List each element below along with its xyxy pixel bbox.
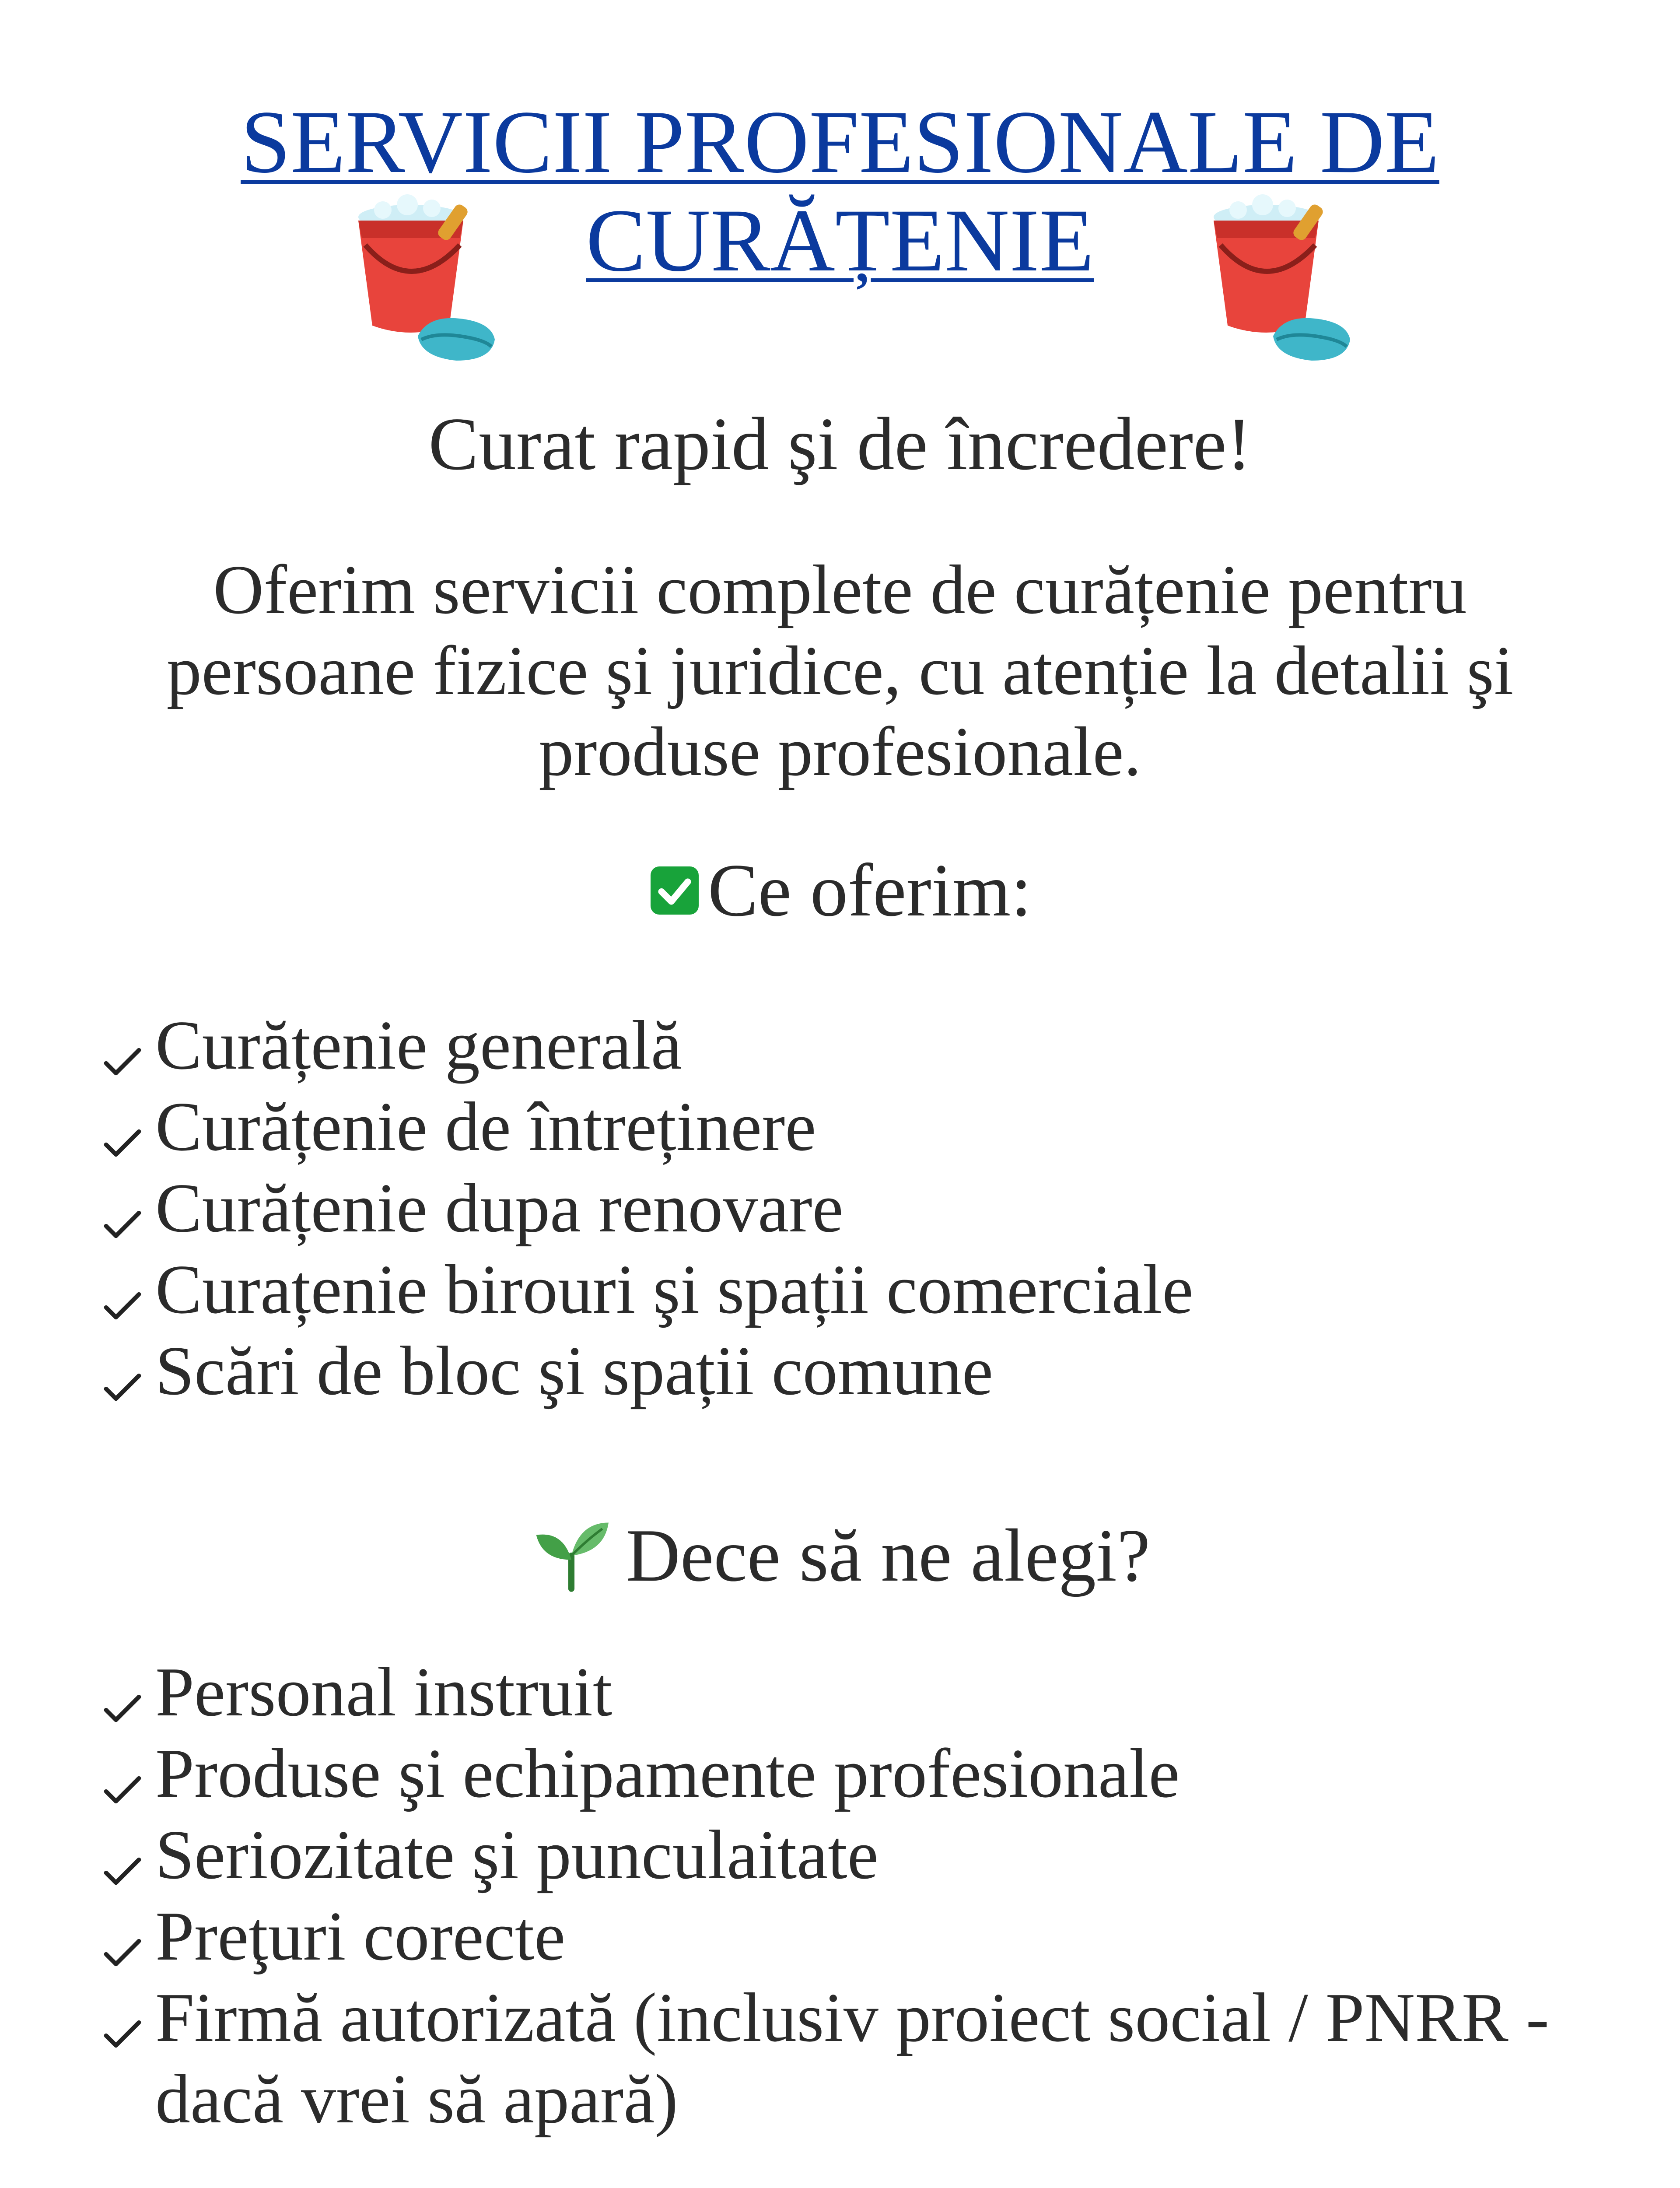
- offers-heading-text: Ce oferim:: [707, 849, 1032, 932]
- check-icon: [103, 1814, 155, 1895]
- check-icon: [103, 1895, 155, 1977]
- list-item: [103, 1004, 1194, 1086]
- list-item-text: Personal instruit: [155, 1653, 612, 1731]
- list-item: [103, 1167, 1194, 1248]
- tagline: Curat rapid şi de încredere!: [428, 403, 1252, 486]
- check-icon: [103, 1167, 155, 1248]
- list-item: [103, 1651, 1549, 1732]
- list-item-text: Curățenie de întreținere: [155, 1087, 816, 1165]
- check-icon: [103, 1977, 155, 2058]
- list-item: [103, 1330, 1194, 1411]
- page-title-line-2: CURĂȚENIE: [586, 191, 1094, 290]
- reasons-heading-text: Dece să ne alegi?: [626, 1514, 1151, 1597]
- check-icon: [103, 1004, 155, 1086]
- intro-line: persoane fizice şi juridice, cu atenție la detalii şi: [166, 631, 1514, 709]
- list-item-text: dacă vrei să apară): [155, 2060, 678, 2138]
- list-item-text: Curățenie generală: [155, 1006, 682, 1084]
- offers-heading: [0, 847, 1680, 936]
- list-item: [103, 1248, 1194, 1330]
- seedling-icon: [530, 1518, 613, 1593]
- offers-list: [103, 1004, 1194, 1411]
- green-checkbox-icon: [648, 864, 701, 917]
- intro-line: Oferim servicii complete de curățenie pentru: [213, 551, 1467, 628]
- reasons-heading: [0, 1512, 1680, 1612]
- check-icon: [103, 1651, 155, 1732]
- check-icon: [103, 1732, 155, 1814]
- check-icon: [103, 1086, 155, 1167]
- list-item-continuation: [103, 2058, 1549, 2139]
- check-icon: [103, 1248, 155, 1330]
- intro-line: produse profesionale.: [539, 712, 1141, 790]
- list-item-text: Firmă autorizată (inclusiv proiect social / PNRR -: [155, 1978, 1549, 2056]
- list-item-text: Produse şi echipamente profesionale: [155, 1734, 1180, 1812]
- list-item: [103, 1086, 1194, 1167]
- list-item-text: Preţuri corecte: [155, 1897, 566, 1975]
- list-item: [103, 1977, 1549, 2058]
- bucket-sponge-icon: [330, 193, 505, 368]
- list-item-text: Scări de bloc şi spații comune: [155, 1332, 994, 1410]
- list-item: [103, 1814, 1549, 1895]
- intro-paragraph: [0, 549, 1680, 792]
- list-item-text: Curățenie dupa renovare: [155, 1169, 844, 1247]
- bucket-sponge-icon: [1186, 193, 1361, 368]
- reasons-list: [103, 1651, 1549, 2139]
- list-item: [103, 1732, 1549, 1814]
- list-item-text: Curațenie birouri şi spații comerciale: [155, 1250, 1194, 1328]
- check-icon: [103, 1330, 155, 1411]
- list-item: [103, 1895, 1549, 1977]
- page-title-line-1: SERVICII PROFESIONALE DE: [241, 92, 1439, 192]
- list-item-text: Seriozitate şi punculaitate: [155, 1816, 878, 1893]
